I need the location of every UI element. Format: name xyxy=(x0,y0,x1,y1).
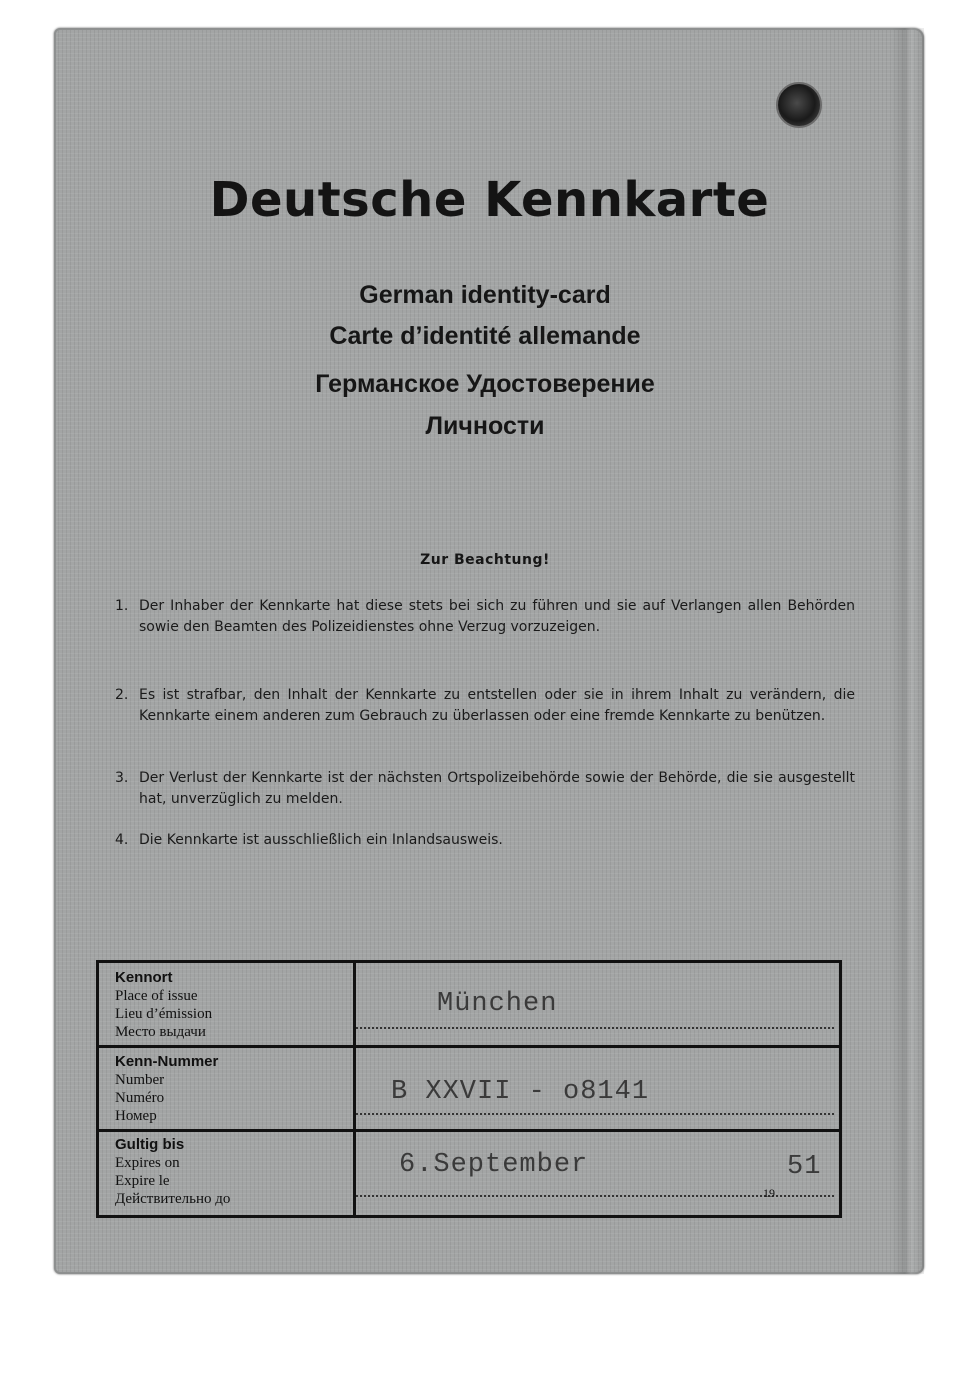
number-value: B XXVII - o8141 xyxy=(391,1077,650,1107)
rule-text: Die Kennkarte ist ausschließlich ein Inlandsausweis. xyxy=(139,832,503,848)
expires-year-value: 51 xyxy=(787,1152,822,1182)
punch-hole xyxy=(776,82,822,128)
dotted-line xyxy=(356,1027,834,1029)
label-french: Lieu d’émission xyxy=(115,1006,213,1022)
rule-4 xyxy=(115,830,855,851)
label-russian: Место выдачи xyxy=(115,1024,206,1040)
label-german: Kenn-Nummer xyxy=(115,1053,219,1070)
place-of-issue-value: München xyxy=(437,989,558,1019)
rule-3 xyxy=(115,768,855,810)
row-divider xyxy=(99,1129,839,1132)
notice-heading: Zur Beachtung! xyxy=(420,552,550,568)
label-french: Numéro xyxy=(115,1090,165,1106)
rule-number: 1. xyxy=(115,598,129,614)
document-title: Deutsche Kennkarte xyxy=(209,172,770,228)
subtitle-french: Carte d’identité allemande xyxy=(329,322,641,350)
expires-labels xyxy=(115,1136,349,1208)
label-german: Kennort xyxy=(115,969,173,986)
dotted-line xyxy=(356,1113,834,1115)
number-labels xyxy=(115,1053,349,1125)
subtitle-russian-1: Германское Удостоверение xyxy=(315,370,655,398)
label-english: Number xyxy=(115,1072,165,1088)
label-english: Place of issue xyxy=(115,988,198,1004)
column-divider xyxy=(353,963,356,1215)
subtitle-russian-2: Личности xyxy=(425,412,545,440)
rule-text: Der Verlust der Kennkarte ist der nächsten Ortspolizeibehörde sowie der Behörde, die sie ausgestellt hat, unverzüglich zu melden. xyxy=(139,770,855,807)
label-french: Expire le xyxy=(115,1173,170,1189)
identity-fields-table xyxy=(96,960,842,1218)
rule-number: 2. xyxy=(115,687,129,703)
subtitle-english: German identity-card xyxy=(359,281,611,309)
expires-value: 6.September xyxy=(399,1150,589,1180)
row-divider xyxy=(99,1045,839,1048)
label-russian: Номер xyxy=(115,1108,157,1124)
rule-text: Es ist strafbar, den Inhalt der Kennkarte zu entstellen oder sie in ihrem Inhalt zu verändern, die Kennkarte einem anderen zum Gebrauch zu überlassen oder eine fremde Kennkarte zu benützen. xyxy=(139,687,855,724)
rule-2 xyxy=(115,685,855,727)
label-russian: Действительно до xyxy=(115,1191,231,1207)
year-prefix: 19 xyxy=(763,1186,775,1200)
label-german: Gultig bis xyxy=(115,1136,185,1153)
rule-number: 3. xyxy=(115,770,129,786)
place-of-issue-labels xyxy=(115,969,349,1041)
rule-1 xyxy=(115,596,855,638)
label-english: Expires on xyxy=(115,1155,180,1171)
rule-number: 4. xyxy=(115,832,129,848)
rule-text: Der Inhaber der Kennkarte hat diese stets bei sich zu führen und sie auf Verlangen allen Behörden sowie den Beamten des Polizeidienstes ohne Verzug vorzuzeigen. xyxy=(139,598,855,635)
